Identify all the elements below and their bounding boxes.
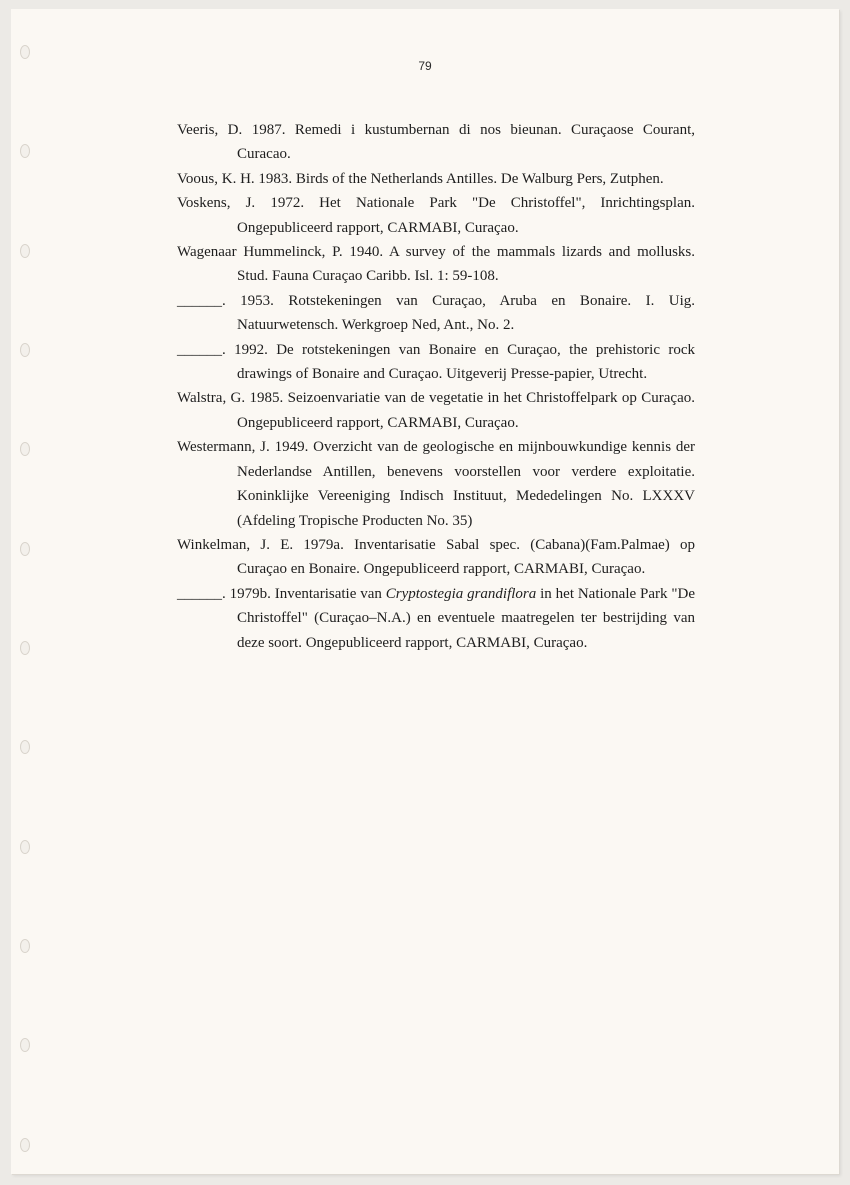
- binder-hole: [20, 840, 30, 854]
- binder-hole: [20, 542, 30, 556]
- reference-text: 1985. Seizoenvariatie van de vegetatie in het Christoffelpark op Curaçao. Ongepubliceerd rapport, CARMABI, Curaçao.: [237, 390, 696, 431]
- binder-hole: [20, 144, 30, 158]
- binder-hole: [20, 740, 30, 754]
- reference-author: Veeris, D.: [177, 122, 243, 138]
- reference-author: ______.: [177, 341, 226, 358]
- reference-entry: [177, 118, 695, 167]
- reference-entry: [177, 582, 695, 655]
- reference-entry: [177, 435, 695, 533]
- reference-text: 1987. Remedi i kustumbernan di nos bieunan. Curaçaose Courant, Curacao.: [237, 122, 696, 163]
- reference-author: Voskens, J.: [177, 195, 256, 212]
- reference-text: 1949. Overzicht van de geologische en mijnbouwkundige kennis der Nederlandse Antillen, benevens voorstellen voor verdere exploitatie. Koninklijke Vereeniging Indisch Instituut, Mededelingen No. LXXXV (Afdeling Tropische Producten No. 35): [237, 439, 696, 529]
- reference-author: Wagenaar Hummelinck, P.: [177, 244, 343, 261]
- reference-text: 1992. De rotstekeningen van Bonaire en Curaçao, the prehistoric rock drawings of Bonaire and Curaçao. Uitgeverij Presse-papier, Utrecht.: [234, 341, 695, 383]
- reference-author: Walstra, G.: [177, 390, 246, 407]
- binder-hole: [20, 1138, 30, 1152]
- reference-text: 1940. A survey of the mammals lizards and mollusks. Stud. Fauna Curaçao Caribb. Isl. 1: 59-108.: [237, 244, 695, 285]
- binder-hole: [20, 442, 30, 456]
- reference-entry: [177, 386, 695, 435]
- reference-text: 1953. Rotstekeningen van Curaçao, Aruba en Bonaire. I. Uig. Natuurwetensch. Werkgroep Ned, Ant., No. 2.: [237, 292, 695, 334]
- binder-hole: [20, 45, 30, 59]
- binder-hole: [20, 1038, 30, 1052]
- reference-author: Voous, K. H.: [177, 170, 255, 187]
- binder-hole: [20, 244, 30, 258]
- reference-text: 1983. Birds of the Netherlands Antilles. De Walburg Pers, Zutphen.: [258, 170, 664, 187]
- reference-text: 1979a. Inventarisatie Sabal spec. (Cabana)(Fam.Palmae) op Curaçao en Bonaire. Ongepubliceerd rapport, CARMABI, Curaçao.: [237, 536, 696, 578]
- document-page: [11, 9, 839, 1174]
- reference-entry: [177, 338, 695, 387]
- reference-entry: [177, 533, 695, 582]
- binder-hole: [20, 343, 30, 357]
- reference-entry: [177, 289, 695, 338]
- reference-species-italic: Cryptostegia grandiflora: [385, 585, 537, 602]
- reference-entry: [177, 240, 695, 289]
- reference-text: 1979b. Inventarisatie van: [229, 585, 382, 602]
- reference-entry: [177, 167, 695, 191]
- reference-author: ______.: [177, 585, 226, 602]
- reference-text: in het Nationale Park "De Christoffel" (Curaçao–N.A.) en eventuele maatregelen ter bestrijding van deze soort. Ongepubliceerd rapport, CARMABI, Curaçao.: [237, 585, 695, 651]
- binder-hole: [20, 939, 30, 953]
- reference-entry: [177, 191, 695, 240]
- reference-author: Westermann, J.: [177, 439, 270, 456]
- reference-list: [177, 118, 695, 655]
- reference-author: ______.: [177, 292, 226, 309]
- reference-text: 1972. Het Nationale Park "De Christoffel", Inrichtingsplan. Ongepubliceerd rapport, CARMABI, Curaçao.: [237, 195, 695, 236]
- reference-author: Winkelman, J. E.: [177, 536, 294, 553]
- page-number: 79: [418, 59, 432, 73]
- binder-hole: [20, 641, 30, 655]
